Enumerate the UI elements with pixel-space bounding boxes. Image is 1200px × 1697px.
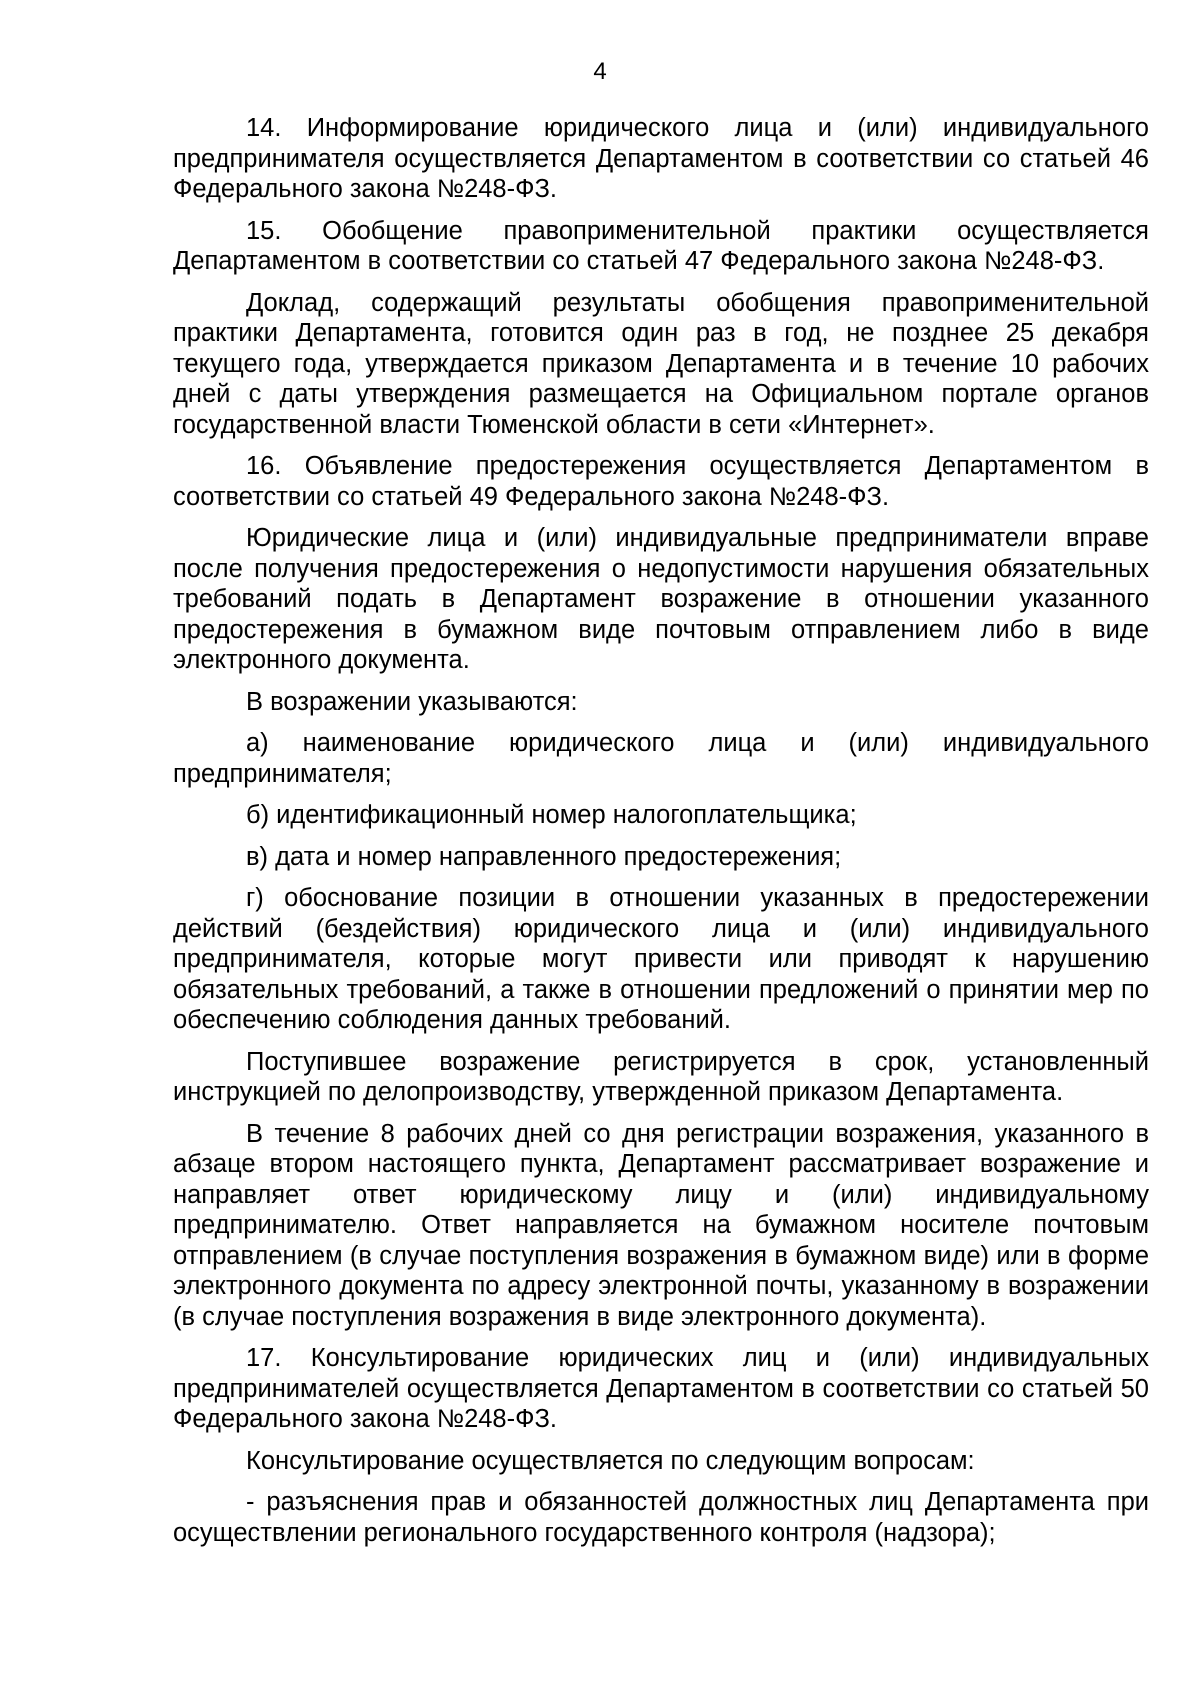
paragraph-item-16: 16. Объявление предостережения осуществляется Департаментом в соответствии со статьей 49 Федерального закона №248-ФЗ. (173, 452, 1149, 511)
paragraph-item-14: 14. Информирование юридического лица и (или) индивидуального предпринимателя осуществляется Департаментом в соответствии со статьей 46 Федерального закона №248-ФЗ. (173, 114, 1149, 203)
list-item-b: б) идентификационный номер налогоплательщика; (246, 801, 857, 829)
paragraph-item-15: 15. Обобщение правоприменительной практики осуществляется Департаментом в соответствии со статьей 47 Федерального закона №248-ФЗ. (173, 216, 1149, 275)
page-number: 4 (593, 58, 607, 85)
list-item-v: в) дата и номер направленного предостережения; (246, 842, 842, 871)
paragraph-report: Доклад, содержащий результаты обобщения правоприменительной практики Департамента, готовится один раз в год, не позднее 25 декабря текущего года, утверждается приказом Департамента и в течение 10 рабочих дней с даты утверждения размещается на Официальном портале органов государственной власти Тюменской области в сети «Интернет». (173, 288, 1149, 439)
list-item-a: а) наименование юридического лица и (или) индивидуального предпринимателя; (173, 729, 1149, 788)
paragraph-objection-right: Юридические лица и (или) индивидуальные предприниматели вправе после получения предостережения о недопустимости нарушения обязательных требований подать в Департамент возражение в отношении указанного предостережения в бумажном виде почтовым отправлением либо в виде электронного документа. (173, 524, 1149, 674)
list-item-dash-1: - разъяснения прав и обязанностей должностных лиц Департамента при осуществлении регионального государственного контроля (надзора); (173, 1488, 1149, 1547)
list-item-g: г) обоснование позиции в отношении указанных в предостережении действий (бездействия) юридического лица и (или) индивидуального предпринимателя, которые могут привести или приводят к нарушению обязательных требований, а также в отношении предложений о принятии мер по обеспечению соблюдения данных требований. (173, 884, 1149, 1034)
paragraph-consult-topics: Консультирование осуществляется по следующим вопросам: (246, 1446, 975, 1475)
paragraph-objection-contents: В возражении указываются: (246, 687, 578, 716)
paragraph-review-term: В течение 8 рабочих дней со дня регистрации возражения, указанного в абзаце втором настоящего пункта, Департамент рассматривает возражение и направляет ответ юридическому лицу и (или) индивидуальному предпринимателю. Ответ направляется на бумажном носителе почтовым отправлением (в случае поступления возражения в бумажном виде) или в форме электронного документа по адресу электронной почты, указанному в возражении (в случае поступления возражения в виде электронного документа). (173, 1119, 1149, 1331)
document-body (173, 113, 1149, 1559)
paragraph-item-17: 17. Консультирование юридических лиц и (или) индивидуальных предпринимателей осуществляется Департаментом в соответствии со статьей 50 Федерального закона №248-ФЗ. (173, 1344, 1149, 1433)
paragraph-registration: Поступившее возражение регистрируется в срок, установленный инструкцией по делопроизводству, утвержденной приказом Департамента. (173, 1047, 1149, 1106)
